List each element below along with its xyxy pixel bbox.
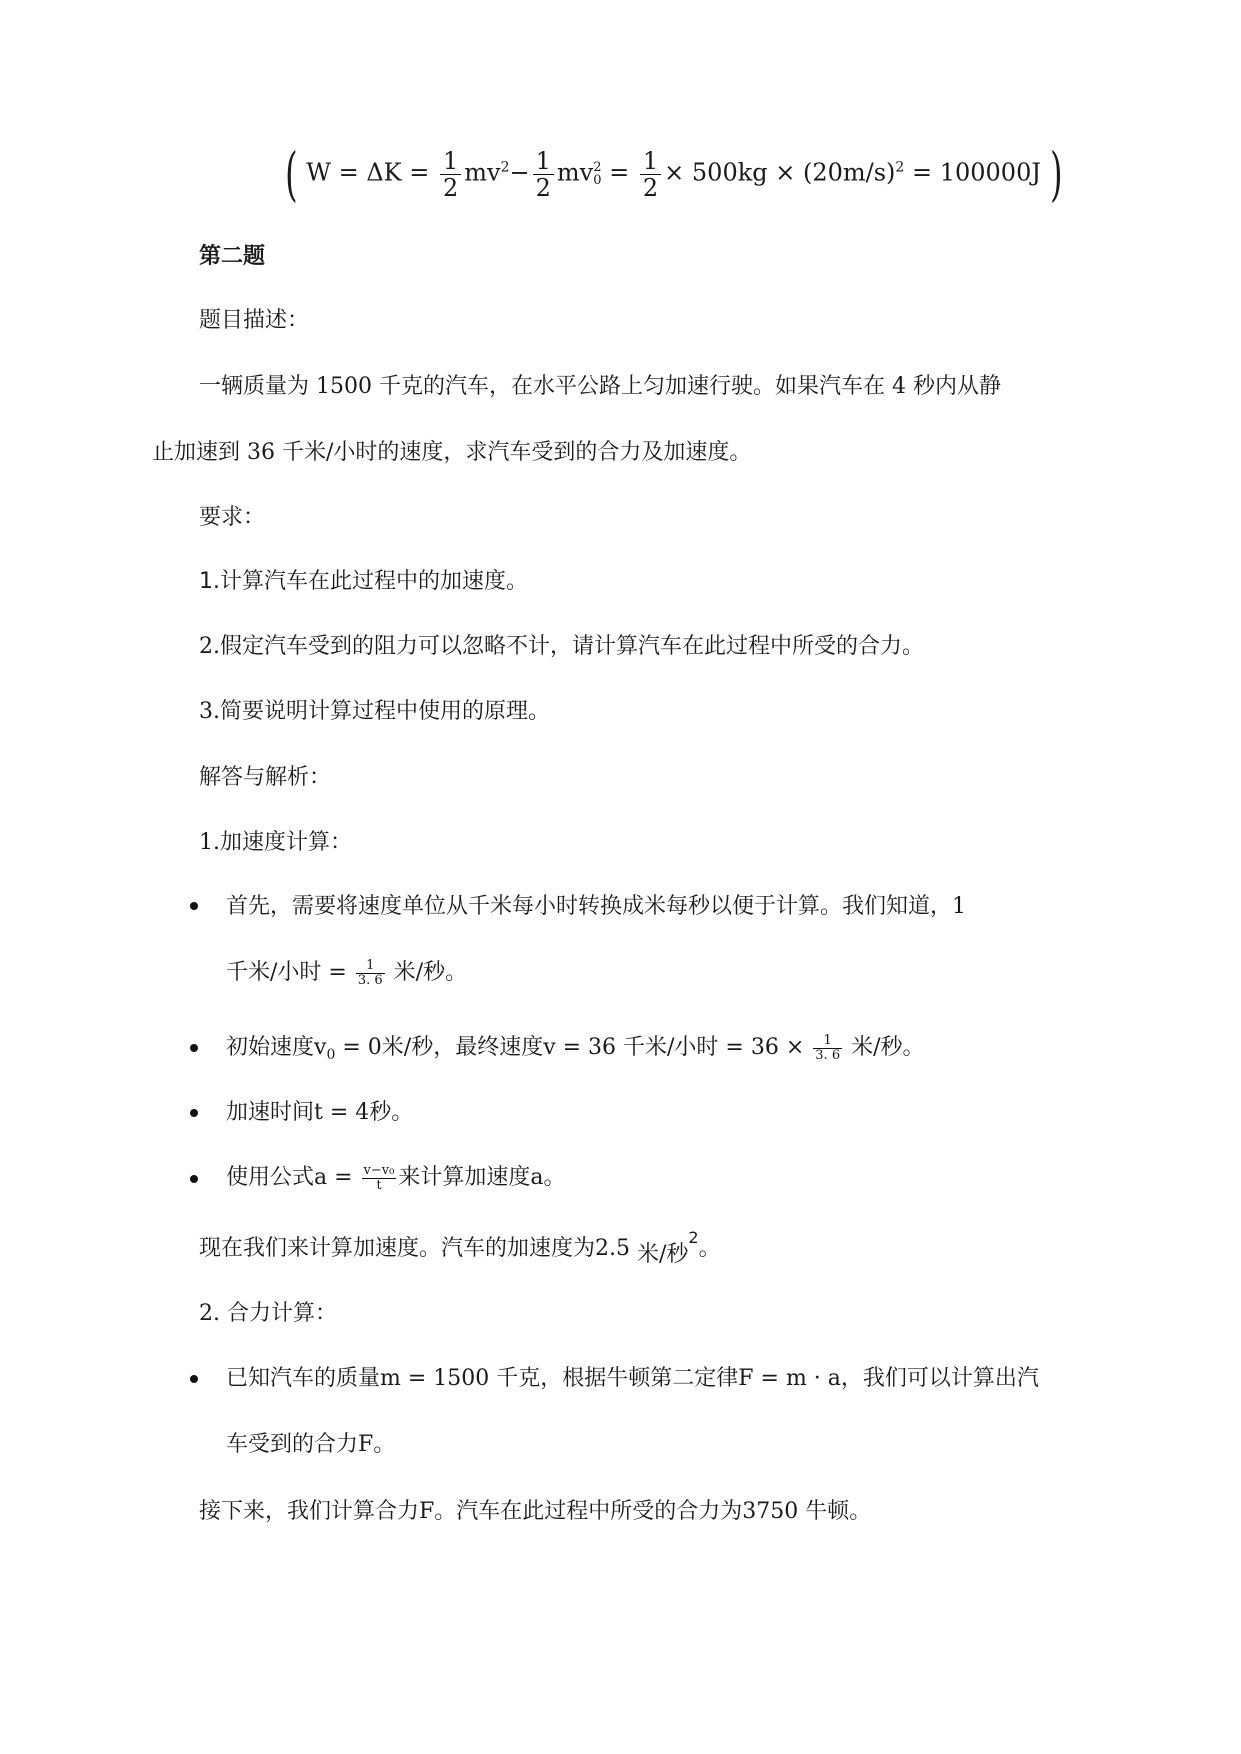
requirement-1: 1.计算汽车在此过程中的加速度。 bbox=[199, 569, 529, 594]
fraction-half-2: $\frac{1}{2}$ bbox=[533, 148, 554, 201]
bullet3-text: 加速时间t = 4秒。 bbox=[226, 1100, 414, 1125]
acceleration-result: 现在我们来计算加速度。汽车的加速度为2.5 米/秒$^2$。 bbox=[199, 1228, 721, 1267]
bullet-dot bbox=[190, 1109, 198, 1117]
fraction-1-over-3.6: $\frac{1}{3. 6}$ bbox=[815, 1032, 841, 1063]
fraction-half-1: $\frac{1}{2}$ bbox=[440, 148, 461, 201]
bullet1-line2: 千米/小时 = $\frac{1}{3. 6}$ 米/秒。 bbox=[226, 957, 468, 988]
requirement-3: 3.简要说明计算过程中使用的原理。 bbox=[199, 699, 551, 724]
left-paren: ( bbox=[285, 140, 298, 208]
right-paren: ) bbox=[1049, 140, 1063, 208]
problem-text-line1: 一辆质量为 1500 千克的汽车，在水平公路上匀加速行驶。如果汽车在 4 秒内从静 bbox=[199, 374, 1001, 399]
fraction-half-3: $\frac{1}{2}$ bbox=[640, 148, 661, 201]
bullet5-line1: 已知汽车的质量m = 1500 千克，根据牛顿第二定律F = m · a，我们可以计算出汽 bbox=[226, 1366, 1039, 1391]
formula-lead: W = ΔK = bbox=[306, 158, 430, 187]
part2-title: 2. 合力计算： bbox=[199, 1301, 337, 1326]
fraction-1-over-3.6: $\frac{1}{3. 6}$ bbox=[357, 957, 383, 988]
fraction-velocity-over-time: $\frac{\text{v−v₀}}{t}$ bbox=[363, 1162, 395, 1193]
bullet2-text: 初始速度$v_0 = 0$米/秒，最终速度v = 36 千米/小时 = 36 × $\frac{1}{3. 6}$ 米/秒。 bbox=[226, 1032, 925, 1063]
energy-formula: ( W = ΔK = $\frac{1}{2}$ $mv^2-$ $\frac{1}{2}$ mv 2 0 = $\frac{1}{2}$ × $500kg \times (20m/s)^2 = 100000J$ ) bbox=[285, 140, 1063, 208]
answer-label: 解答与解析： bbox=[199, 765, 332, 790]
problem-label: 题目描述： bbox=[199, 308, 310, 333]
requirement-2: 2.假定汽车受到的阻力可以忽略不计，请计算汽车在此过程中所受的合力。 bbox=[199, 634, 925, 659]
part1-title: 1.加速度计算： bbox=[199, 830, 352, 855]
bullet-dot bbox=[190, 1175, 198, 1183]
force-result: 接下来，我们计算合力F。汽车在此过程中所受的合力为3750 牛顿。 bbox=[199, 1499, 872, 1524]
bullet-dot bbox=[190, 902, 198, 910]
bullet4-text: 使用公式a = $\frac{\text{v−v₀}}{t}$ 来计算加速度a。 bbox=[226, 1162, 566, 1193]
bullet1-line1: 首先，需要将速度单位从千米每小时转换成米每秒以便于计算。我们知道，1 bbox=[226, 894, 966, 919]
bullet-dot bbox=[190, 1044, 198, 1052]
bullet5-line2: 车受到的合力F。 bbox=[226, 1432, 396, 1457]
bullet-dot bbox=[190, 1375, 198, 1383]
problem-text-line2: 止加速到 36 千米/小时的速度，求汽车受到的合力及加速度。 bbox=[152, 440, 752, 465]
section-title: 第二题 bbox=[199, 243, 266, 269]
requirements-label: 要求： bbox=[199, 505, 266, 530]
